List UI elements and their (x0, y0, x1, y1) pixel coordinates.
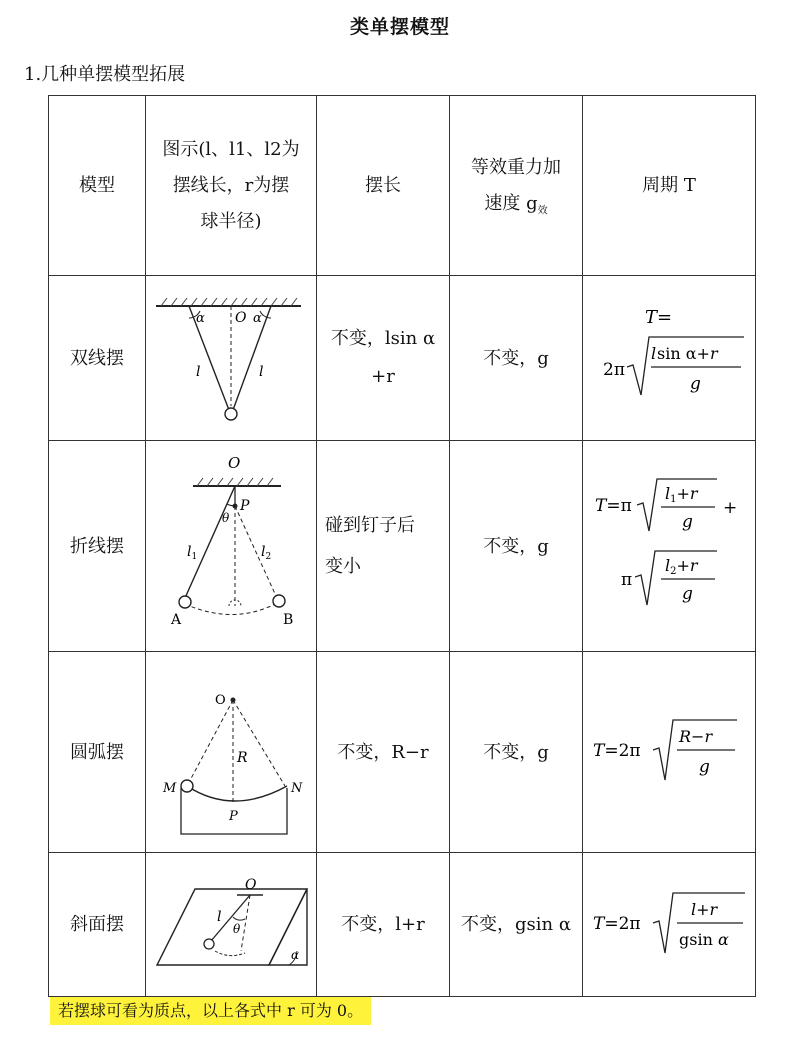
figure-folded-string (146, 441, 317, 652)
header-gravity-subscript: 效 (537, 205, 548, 217)
label-r: R (237, 750, 248, 766)
model-name: 斜面摆 (49, 853, 146, 997)
svg-text:R−r: R−r (679, 727, 713, 746)
length-cell: 不变，l+r (317, 853, 450, 997)
label-alpha-right: α (253, 311, 262, 326)
table-row (49, 652, 756, 853)
table-row (49, 441, 756, 652)
label-b: B (283, 612, 294, 628)
svg-text:T=2π: T=2π (593, 741, 641, 761)
gravity-cell: 不变，gsin α (450, 853, 583, 997)
double-string-diagram (151, 288, 311, 428)
label-m: M (163, 781, 177, 796)
label-n: N (291, 781, 303, 796)
length-cell: 不变，R−r (317, 652, 450, 853)
label-o: O (228, 454, 241, 472)
table-row (49, 853, 756, 997)
formula-arc (587, 698, 752, 798)
label-o: O (235, 310, 247, 326)
length-line2: +r (371, 366, 395, 387)
arc-diagram (151, 662, 311, 842)
length-line2: 变小 (325, 556, 361, 577)
label-p: P (229, 809, 238, 824)
label-p: P (240, 498, 250, 514)
header-figure (146, 96, 317, 276)
label-a: A (171, 612, 182, 628)
svg-text:g: g (699, 757, 710, 777)
period-formula (583, 276, 756, 441)
header-model: 模型 (49, 96, 146, 276)
model-name: 折线摆 (49, 441, 146, 652)
model-name: 双线摆 (49, 276, 146, 441)
svg-text:T=2π: T=2π (593, 913, 641, 934)
label-l2: $l_2$ (261, 544, 272, 562)
label-theta: θ (222, 511, 230, 525)
label-l-right: l (259, 364, 264, 380)
header-figure-line2: 摆线长，r为摆 (172, 174, 290, 196)
label-l: l (216, 908, 221, 925)
incline-diagram (149, 865, 314, 985)
svg-text:π: π (621, 570, 633, 590)
svg-text:g: g (690, 374, 701, 394)
svg-text:2π: 2π (603, 360, 625, 380)
period-formula (583, 853, 756, 997)
header-gravity-line2: 速度 $g_效$ (484, 192, 548, 217)
svg-text:sin α+r: sin α+r (657, 344, 718, 363)
header-gravity-line1: 等效重力加 (471, 156, 561, 178)
formula-text: T=2π√((R−r)/g) (587, 698, 596, 699)
svg-text:g: g (682, 584, 693, 604)
label-alpha-left: α (196, 311, 205, 326)
folded-string-diagram (151, 446, 311, 646)
table-row (49, 276, 756, 441)
table-header-row (49, 96, 756, 276)
svg-text:l+r: l+r (691, 899, 718, 919)
period-formula (583, 652, 756, 853)
formula-folded-string (587, 467, 752, 617)
section-heading: 1.几种单摆模型拓展 (24, 64, 186, 85)
length-cell (317, 276, 450, 441)
pendulum-table (48, 95, 756, 997)
length-line1: 碰到钉子后 (325, 514, 415, 536)
figure-double-string (146, 276, 317, 441)
formula-double-string (589, 299, 749, 409)
page-title: 类单摆模型 (349, 16, 450, 38)
gravity-cell: 不变，g (450, 276, 583, 441)
svg-text:l2+r: l2+r (665, 556, 698, 577)
label-l-left: l (196, 364, 201, 380)
formula-text: T=2π√((lsin α+r)/g) (589, 299, 600, 300)
svg-text:T=: T= (645, 307, 673, 328)
label-l1: $l_1$ (187, 544, 198, 562)
formula-text: T=π√((l1+r)/g)+π√((l2+r)/g) (587, 467, 602, 468)
label-o: O (215, 693, 226, 708)
label-alpha: α (290, 947, 299, 962)
length-cell (317, 441, 450, 652)
gravity-cell: 不变，g (450, 441, 583, 652)
period-formula (583, 441, 756, 652)
highlighted-note: 若摆球可看为质点，以上各式中 r 可为 0。 (50, 997, 371, 1025)
svg-text:l: l (651, 344, 657, 363)
header-figure-line3: 球半径) (200, 210, 262, 232)
label-o: O (244, 876, 256, 893)
svg-text:l1+r: l1+r (665, 484, 698, 505)
label-theta: θ (232, 921, 240, 936)
formula-incline (587, 871, 752, 971)
figure-incline (146, 853, 317, 997)
svg-text:+: + (723, 498, 738, 518)
svg-text:gsin α: gsin α (679, 929, 729, 949)
gravity-cell: 不变，g (450, 652, 583, 853)
svg-text:T=π: T=π (595, 496, 632, 516)
header-length: 摆长 (317, 96, 450, 276)
length-line1: 不变，lsin α (330, 328, 436, 350)
svg-text:g: g (682, 512, 693, 532)
figure-arc (146, 652, 317, 853)
model-name: 圆弧摆 (49, 652, 146, 853)
header-period: 周期 T (583, 96, 756, 276)
header-figure-line1: 图示(l、l1、l2为 (162, 138, 300, 160)
formula-text: T=2π√((l+r)/(gsin α)) (587, 870, 598, 872)
header-gravity (450, 96, 583, 276)
